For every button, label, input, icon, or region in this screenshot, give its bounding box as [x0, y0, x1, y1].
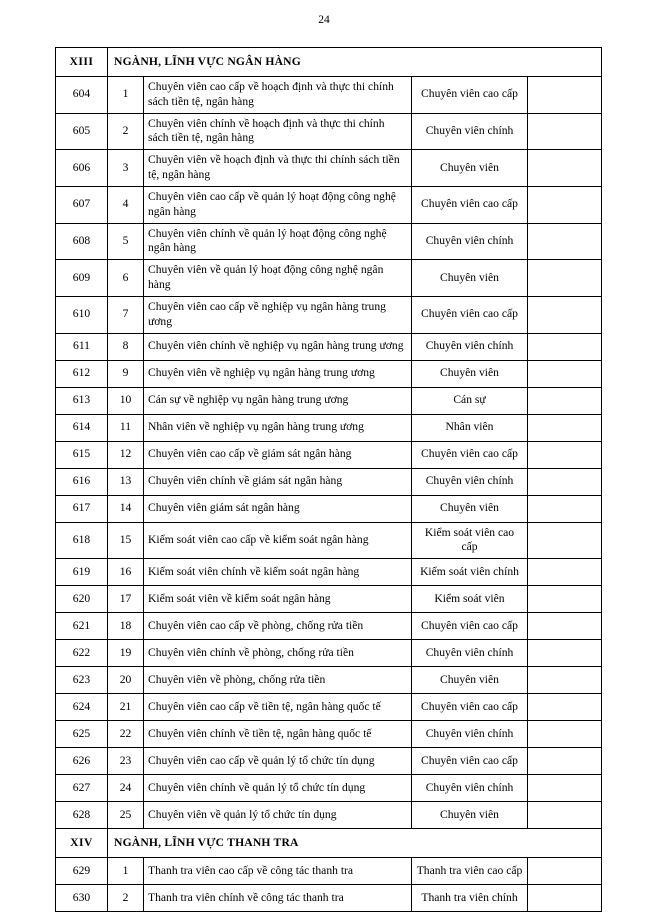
row-note: [528, 414, 602, 441]
row-position-name: Cán sự về nghiệp vụ ngân hàng trung ương: [144, 387, 412, 414]
row-rank: Chuyên viên chính: [412, 333, 528, 360]
row-note: [528, 522, 602, 559]
table-row: [56, 468, 602, 495]
row-number: 1: [108, 858, 144, 885]
row-rank: Chuyên viên chính: [412, 775, 528, 802]
table-row: [56, 694, 602, 721]
row-note: [528, 694, 602, 721]
row-rank: Chuyên viên chính: [412, 721, 528, 748]
row-number: 5: [108, 223, 144, 260]
row-code: 616: [56, 468, 108, 495]
row-note: [528, 613, 602, 640]
row-note: [528, 748, 602, 775]
row-note: [528, 113, 602, 150]
table-row: [56, 586, 602, 613]
table-row: [56, 150, 602, 187]
row-note: [528, 333, 602, 360]
row-number: 11: [108, 414, 144, 441]
section-title: NGÀNH, LĨNH VỰC NGÂN HÀNG: [108, 48, 602, 77]
row-position-name: Chuyên viên chính về quản lý tổ chức tín dụng: [144, 775, 412, 802]
row-rank: Nhân viên: [412, 414, 528, 441]
table-row: [56, 441, 602, 468]
row-code: 606: [56, 150, 108, 187]
row-rank: Chuyên viên cao cấp: [412, 296, 528, 333]
table-row: [56, 360, 602, 387]
table-row: [56, 333, 602, 360]
row-code: 625: [56, 721, 108, 748]
row-number: 4: [108, 186, 144, 223]
row-rank: Kiểm soát viên cao cấp: [412, 522, 528, 559]
row-code: 621: [56, 613, 108, 640]
row-position-name: Thanh tra viên chính về công tác thanh tra: [144, 885, 412, 912]
row-rank: Chuyên viên chính: [412, 113, 528, 150]
table-row: [56, 667, 602, 694]
row-code: 620: [56, 586, 108, 613]
row-position-name: Chuyên viên chính về hoạch định và thực thi chính sách tiền tệ, ngân hàng: [144, 113, 412, 150]
row-rank: Chuyên viên: [412, 360, 528, 387]
row-rank: Chuyên viên chính: [412, 468, 528, 495]
row-note: [528, 586, 602, 613]
table-row: [56, 522, 602, 559]
row-note: [528, 640, 602, 667]
row-rank: Chuyên viên cao cấp: [412, 694, 528, 721]
row-code: 612: [56, 360, 108, 387]
row-code: 613: [56, 387, 108, 414]
row-code: 628: [56, 802, 108, 829]
table-row: [56, 559, 602, 586]
row-rank: Chuyên viên: [412, 802, 528, 829]
row-code: 618: [56, 522, 108, 559]
row-rank: Chuyên viên cao cấp: [412, 186, 528, 223]
row-code: 614: [56, 414, 108, 441]
table-row: [56, 802, 602, 829]
row-rank: Chuyên viên: [412, 260, 528, 297]
row-rank: Chuyên viên: [412, 495, 528, 522]
row-rank: Chuyên viên cao cấp: [412, 748, 528, 775]
row-code: 611: [56, 333, 108, 360]
row-position-name: Chuyên viên cao cấp về hoạch định và thực thi chính sách tiền tệ, ngân hàng: [144, 77, 412, 114]
row-position-name: Chuyên viên về quản lý hoạt động công nghệ ngân hàng: [144, 260, 412, 297]
table-row: [56, 640, 602, 667]
table-row: [56, 113, 602, 150]
row-note: [528, 260, 602, 297]
row-rank: Chuyên viên chính: [412, 640, 528, 667]
row-number: 19: [108, 640, 144, 667]
row-position-name: Chuyên viên cao cấp về giám sát ngân hàng: [144, 441, 412, 468]
row-note: [528, 441, 602, 468]
row-position-name: Kiểm soát viên cao cấp về kiểm soát ngân hàng: [144, 522, 412, 559]
table-row: [56, 495, 602, 522]
row-rank: Thanh tra viên cao cấp: [412, 858, 528, 885]
row-code: 608: [56, 223, 108, 260]
row-rank: Kiểm soát viên chính: [412, 559, 528, 586]
row-note: [528, 885, 602, 912]
row-code: 617: [56, 495, 108, 522]
row-position-name: Chuyên viên về quản lý tổ chức tín dụng: [144, 802, 412, 829]
row-number: 15: [108, 522, 144, 559]
row-note: [528, 495, 602, 522]
row-code: 619: [56, 559, 108, 586]
row-code: 610: [56, 296, 108, 333]
row-position-name: Chuyên viên cao cấp về quản lý tổ chức tín dụng: [144, 748, 412, 775]
row-number: 17: [108, 586, 144, 613]
row-position-name: Chuyên viên về nghiệp vụ ngân hàng trung ương: [144, 360, 412, 387]
row-position-name: Chuyên viên chính về quản lý hoạt động công nghệ ngân hàng: [144, 223, 412, 260]
row-note: [528, 360, 602, 387]
row-note: [528, 559, 602, 586]
table-row: [56, 77, 602, 114]
row-code: 622: [56, 640, 108, 667]
row-position-name: Chuyên viên cao cấp về quản lý hoạt động công nghệ ngân hàng: [144, 186, 412, 223]
row-note: [528, 223, 602, 260]
row-number: 25: [108, 802, 144, 829]
row-rank: Thanh tra viên chính: [412, 885, 528, 912]
table-section-row: [56, 829, 602, 858]
row-position-name: Chuyên viên chính về phòng, chống rửa tiền: [144, 640, 412, 667]
row-number: 20: [108, 667, 144, 694]
table-row: [56, 613, 602, 640]
table-row: [56, 387, 602, 414]
row-code: 624: [56, 694, 108, 721]
row-number: 18: [108, 613, 144, 640]
row-code: 627: [56, 775, 108, 802]
row-number: 6: [108, 260, 144, 297]
row-number: 13: [108, 468, 144, 495]
row-number: 21: [108, 694, 144, 721]
table-section-row: [56, 48, 602, 77]
row-number: 24: [108, 775, 144, 802]
row-position-name: Chuyên viên về hoạch định và thực thi chính sách tiền tệ, ngân hàng: [144, 150, 412, 187]
row-number: 23: [108, 748, 144, 775]
row-position-name: Chuyên viên cao cấp về phòng, chống rửa tiền: [144, 613, 412, 640]
row-number: 8: [108, 333, 144, 360]
row-number: 9: [108, 360, 144, 387]
row-note: [528, 468, 602, 495]
row-rank: Chuyên viên: [412, 150, 528, 187]
row-position-name: Chuyên viên giám sát ngân hàng: [144, 495, 412, 522]
table-row: [56, 260, 602, 297]
row-number: 2: [108, 885, 144, 912]
row-number: 12: [108, 441, 144, 468]
row-rank: Chuyên viên cao cấp: [412, 441, 528, 468]
table-row: [56, 296, 602, 333]
table-row: [56, 721, 602, 748]
row-number: 7: [108, 296, 144, 333]
row-code: 609: [56, 260, 108, 297]
row-position-name: Chuyên viên chính về tiền tệ, ngân hàng quốc tế: [144, 721, 412, 748]
section-roman-numeral: XIV: [56, 829, 108, 858]
row-code: 604: [56, 77, 108, 114]
row-note: [528, 858, 602, 885]
row-position-name: Chuyên viên chính về nghiệp vụ ngân hàng trung ương: [144, 333, 412, 360]
row-code: 630: [56, 885, 108, 912]
row-note: [528, 186, 602, 223]
row-number: 22: [108, 721, 144, 748]
row-note: [528, 802, 602, 829]
table-row: [56, 885, 602, 912]
section-roman-numeral: XIII: [56, 48, 108, 77]
row-position-name: Kiểm soát viên về kiểm soát ngân hàng: [144, 586, 412, 613]
row-position-name: Chuyên viên cao cấp về nghiệp vụ ngân hàng trung ương: [144, 296, 412, 333]
row-code: 607: [56, 186, 108, 223]
row-code: 605: [56, 113, 108, 150]
table-row: [56, 775, 602, 802]
row-position-name: Nhân viên về nghiệp vụ ngân hàng trung ương: [144, 414, 412, 441]
row-rank: Chuyên viên chính: [412, 223, 528, 260]
row-rank: Chuyên viên cao cấp: [412, 77, 528, 114]
row-rank: Kiểm soát viên: [412, 586, 528, 613]
page-number: 24: [318, 14, 330, 26]
row-number: 1: [108, 77, 144, 114]
row-number: 14: [108, 495, 144, 522]
row-code: 629: [56, 858, 108, 885]
table-row: [56, 858, 602, 885]
row-note: [528, 775, 602, 802]
table-row: [56, 748, 602, 775]
row-rank: Cán sự: [412, 387, 528, 414]
row-number: 16: [108, 559, 144, 586]
table-row: [56, 223, 602, 260]
table-row: [56, 186, 602, 223]
row-number: 2: [108, 113, 144, 150]
row-position-name: Thanh tra viên cao cấp về công tác thanh tra: [144, 858, 412, 885]
row-number: 3: [108, 150, 144, 187]
row-position-name: Chuyên viên cao cấp về tiền tệ, ngân hàng quốc tế: [144, 694, 412, 721]
job-position-table: [55, 47, 602, 912]
row-note: [528, 387, 602, 414]
row-code: 623: [56, 667, 108, 694]
job-position-table-container: [55, 47, 601, 912]
row-rank: Chuyên viên cao cấp: [412, 613, 528, 640]
row-note: [528, 667, 602, 694]
row-note: [528, 77, 602, 114]
row-note: [528, 296, 602, 333]
row-note: [528, 721, 602, 748]
row-position-name: Kiểm soát viên chính về kiểm soát ngân hàng: [144, 559, 412, 586]
row-code: 626: [56, 748, 108, 775]
row-rank: Chuyên viên: [412, 667, 528, 694]
row-code: 615: [56, 441, 108, 468]
row-position-name: Chuyên viên về phòng, chống rửa tiền: [144, 667, 412, 694]
row-note: [528, 150, 602, 187]
row-position-name: Chuyên viên chính về giám sát ngân hàng: [144, 468, 412, 495]
section-title: NGÀNH, LĨNH VỰC THANH TRA: [108, 829, 602, 858]
table-row: [56, 414, 602, 441]
row-number: 10: [108, 387, 144, 414]
